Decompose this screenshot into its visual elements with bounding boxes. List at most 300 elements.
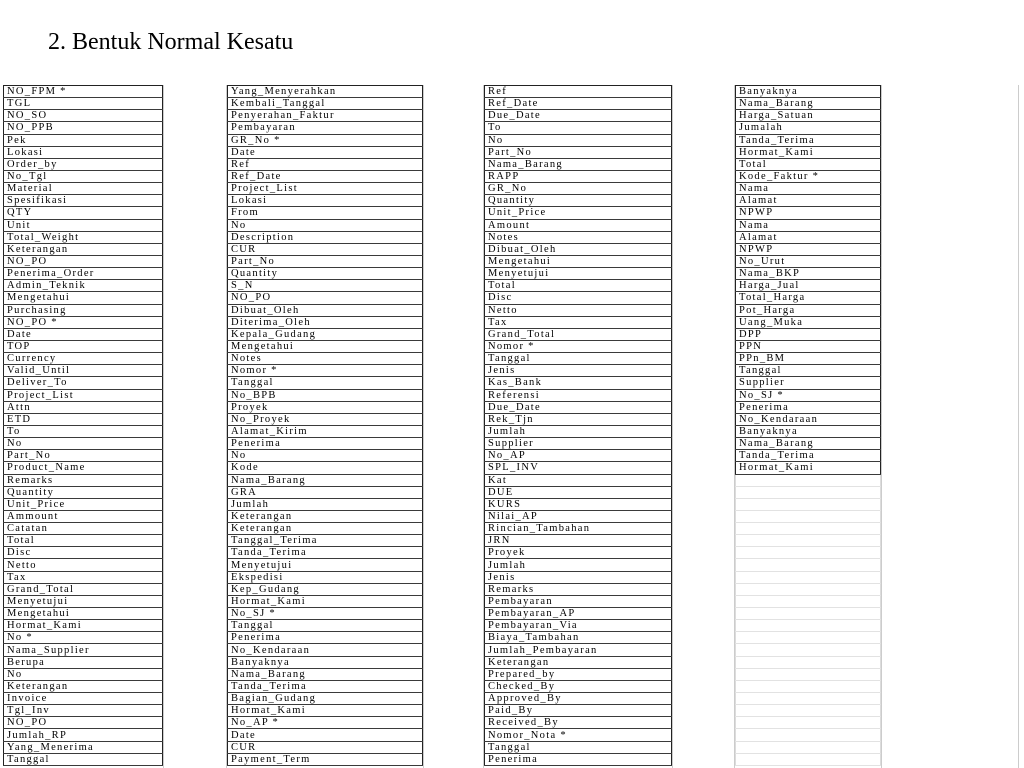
table-row — [736, 644, 881, 656]
attribute-cell: No — [4, 668, 163, 680]
table-row — [736, 450, 881, 462]
slide-title: 2. Bentuk Normal Kesatu — [48, 29, 294, 55]
table-row — [4, 134, 163, 146]
attribute-cell: No * — [4, 632, 163, 644]
table-row — [228, 243, 423, 255]
table-row — [228, 571, 423, 583]
attribute-cell: Currency — [4, 353, 163, 365]
attribute-cell: No — [4, 438, 163, 450]
attribute-cell: Tanggal — [485, 353, 672, 365]
table-row — [4, 304, 163, 316]
table-row — [736, 729, 881, 741]
table-row — [485, 474, 672, 486]
table-row — [485, 608, 672, 620]
table-row — [4, 595, 163, 607]
table-row — [485, 753, 672, 765]
table-row — [736, 268, 881, 280]
table-row — [228, 583, 423, 595]
attribute-cell: Menyetujui — [228, 559, 423, 571]
attribute-cell: Supplier — [485, 438, 672, 450]
table-row — [736, 280, 881, 292]
attribute-cell: No — [228, 450, 423, 462]
table-row — [228, 680, 423, 692]
attribute-cell: Nilai_AP — [485, 510, 672, 522]
table-row — [228, 195, 423, 207]
attribute-cell: NO_PO * — [4, 316, 163, 328]
table-row — [736, 316, 881, 328]
attribute-cell: Alamat — [736, 231, 881, 243]
attribute-cell: No_AP — [485, 450, 672, 462]
attribute-cell: Ammount — [4, 510, 163, 522]
attribute-cell: No_SJ * — [736, 389, 881, 401]
table-row — [4, 632, 163, 644]
attribute-cell: S_N — [228, 280, 423, 292]
table-row — [736, 377, 881, 389]
table-row — [485, 110, 672, 122]
empty-cell — [736, 632, 881, 644]
attribute-cell: Mengetahui — [4, 608, 163, 620]
table-row — [228, 207, 423, 219]
attribute-cell: Keterangan — [485, 656, 672, 668]
attribute-cell: Mengetahui — [4, 292, 163, 304]
table-row — [485, 255, 672, 267]
attribute-cell: TGL — [4, 98, 163, 110]
attribute-cell: GR_No — [485, 183, 672, 195]
table-row — [736, 620, 881, 632]
attribute-cell: Nama — [736, 183, 881, 195]
table-row — [4, 183, 163, 195]
attribute-cell: Deliver_To — [4, 377, 163, 389]
attribute-cell: Harga_Jual — [736, 280, 881, 292]
attribute-cell: Paid_By — [485, 705, 672, 717]
attribute-cell: Tax — [485, 316, 672, 328]
table-row — [228, 231, 423, 243]
empty-cell — [736, 486, 881, 498]
table-row — [4, 122, 163, 134]
attribute-cell: Due_Date — [485, 401, 672, 413]
table-row — [736, 170, 881, 182]
table-row — [736, 219, 881, 231]
table-row — [485, 401, 672, 413]
empty-cell — [736, 498, 881, 510]
table-row — [228, 389, 423, 401]
table-row — [4, 450, 163, 462]
table-row — [4, 316, 163, 328]
table-row — [228, 86, 423, 98]
empty-cell — [736, 608, 881, 620]
attribute-cell: Pembayaran — [228, 122, 423, 134]
table-row — [228, 559, 423, 571]
table-row — [228, 328, 423, 340]
table-row — [736, 753, 881, 765]
table-row — [228, 304, 423, 316]
table-row — [736, 474, 881, 486]
table-row — [228, 292, 423, 304]
attribute-cell: Banyaknya — [228, 656, 423, 668]
attribute-cell: SPL_INV — [485, 462, 672, 474]
table-row — [485, 280, 672, 292]
attribute-cell: Ref_Date — [485, 98, 672, 110]
empty-column — [672, 85, 735, 768]
table-row — [228, 693, 423, 705]
attribute-cell: Amount — [485, 219, 672, 231]
table-row — [4, 146, 163, 158]
table-row — [485, 559, 672, 571]
empty-cell — [736, 680, 881, 692]
table-row — [736, 340, 881, 352]
table-row — [4, 729, 163, 741]
attribute-cell: Menyetujui — [485, 268, 672, 280]
attribute-cell: Kembali_Tanggal — [228, 98, 423, 110]
table-row — [4, 486, 163, 498]
table-row — [228, 365, 423, 377]
table-row — [485, 98, 672, 110]
table-row — [736, 110, 881, 122]
table-row — [485, 195, 672, 207]
attribute-cell: Attn — [4, 401, 163, 413]
table-row — [485, 729, 672, 741]
empty-column — [423, 85, 484, 768]
table-row — [228, 717, 423, 729]
attribute-cell: Diterima_Oleh — [228, 316, 423, 328]
attribute-cell: Nomor * — [228, 365, 423, 377]
attribute-cell: Prepared_by — [485, 668, 672, 680]
table-row — [736, 486, 881, 498]
table-row — [4, 280, 163, 292]
table-row — [485, 365, 672, 377]
attribute-cell: Ekspedisi — [228, 571, 423, 583]
attribute-cell: Tax — [4, 571, 163, 583]
table-row — [736, 413, 881, 425]
table-row — [736, 523, 881, 535]
attribute-cell: TOP — [4, 340, 163, 352]
attribute-cell: Berupa — [4, 656, 163, 668]
table-row — [4, 741, 163, 753]
attribute-cell: NO_PO — [4, 255, 163, 267]
table-row — [4, 608, 163, 620]
empty-cell — [736, 668, 881, 680]
attribute-cell: GR_No * — [228, 134, 423, 146]
attribute-cell: NO_FPM * — [4, 86, 163, 98]
table-row — [485, 340, 672, 352]
empty-cell — [736, 693, 881, 705]
table-row — [736, 86, 881, 98]
attribute-cell: Unit_Price — [4, 498, 163, 510]
table-row — [4, 462, 163, 474]
table-row — [736, 535, 881, 547]
table-row — [4, 292, 163, 304]
attribute-cell: Biaya_Tambahan — [485, 632, 672, 644]
table-row — [736, 146, 881, 158]
table-row — [4, 656, 163, 668]
attribute-cell: Jumlah — [485, 425, 672, 437]
attribute-cell: Keterangan — [4, 243, 163, 255]
attribute-cell: Tanggal — [4, 753, 163, 765]
table-row — [228, 462, 423, 474]
attribute-cell: Total_Weight — [4, 231, 163, 243]
attribute-cell: Netto — [4, 559, 163, 571]
table-row — [485, 693, 672, 705]
table-row — [485, 316, 672, 328]
attribute-cell: Nomor * — [485, 340, 672, 352]
table-row — [4, 268, 163, 280]
empty-cell — [736, 571, 881, 583]
attribute-cell: Mengetahui — [485, 255, 672, 267]
table-row — [4, 389, 163, 401]
table-row — [736, 693, 881, 705]
table-row — [4, 510, 163, 522]
attribute-cell: Uang_Muka — [736, 316, 881, 328]
table-row — [485, 219, 672, 231]
attribute-column-4 — [735, 85, 881, 766]
attribute-cell: Yang_Menyerahkan — [228, 86, 423, 98]
table-row — [4, 644, 163, 656]
attribute-cell: Part_No — [228, 255, 423, 267]
table-row — [228, 340, 423, 352]
attribute-cell: Jumlah — [228, 498, 423, 510]
empty-cell — [736, 753, 881, 765]
table-row — [4, 86, 163, 98]
attribute-cell: Tanggal — [228, 377, 423, 389]
table-row — [736, 243, 881, 255]
table-row — [228, 280, 423, 292]
attribute-cell: No_Kendaraan — [736, 413, 881, 425]
table-row — [228, 547, 423, 559]
attribute-cell: Nama — [736, 219, 881, 231]
attribute-cell: PPN — [736, 340, 881, 352]
table-row — [485, 413, 672, 425]
attribute-cell: Date — [228, 729, 423, 741]
table-row — [4, 401, 163, 413]
table-row — [4, 231, 163, 243]
table-row — [228, 620, 423, 632]
attribute-cell: Tanggal — [736, 365, 881, 377]
attribute-cell: Ref — [228, 158, 423, 170]
attribute-cell: Order_by — [4, 158, 163, 170]
table-row — [228, 632, 423, 644]
table-row — [228, 158, 423, 170]
table-row — [736, 571, 881, 583]
attribute-cell: No_Kendaraan — [228, 644, 423, 656]
attribute-cell: Notes — [228, 353, 423, 365]
table-row — [736, 122, 881, 134]
table-row — [485, 583, 672, 595]
attribute-cell: NO_PPB — [4, 122, 163, 134]
attribute-cell: Dibuat_Oleh — [485, 243, 672, 255]
attribute-cell: Kep_Gudang — [228, 583, 423, 595]
attribute-cell: Material — [4, 183, 163, 195]
empty-cell — [736, 644, 881, 656]
attribute-cell: Unit_Price — [485, 207, 672, 219]
table-row — [485, 717, 672, 729]
attribute-cell: Pembayaran_AP — [485, 608, 672, 620]
attribute-cell: Payment_Term — [228, 753, 423, 765]
attribute-cell: Menyetujui — [4, 595, 163, 607]
attribute-cell: Disc — [485, 292, 672, 304]
attribute-cell: Proyek — [228, 401, 423, 413]
attribute-cell: Catatan — [4, 523, 163, 535]
table-row — [485, 450, 672, 462]
attribute-cell: Grand_Total — [4, 583, 163, 595]
attribute-cell: Checked_By — [485, 680, 672, 692]
attribute-cell: Penerima_Order — [4, 268, 163, 280]
table-row — [4, 340, 163, 352]
attribute-cell: To — [4, 425, 163, 437]
attribute-column-3 — [484, 85, 672, 766]
attribute-cell: Admin_Teknik — [4, 280, 163, 292]
table-row — [485, 231, 672, 243]
attribute-cell: No — [228, 219, 423, 231]
attribute-cell: Nomor_Nota * — [485, 729, 672, 741]
attribute-cell: NPWP — [736, 243, 881, 255]
table-row — [4, 753, 163, 765]
table-row — [228, 595, 423, 607]
table-row — [4, 583, 163, 595]
table-row — [4, 438, 163, 450]
table-row — [4, 377, 163, 389]
table-row — [736, 292, 881, 304]
table-row — [228, 523, 423, 535]
attribute-cell: Disc — [4, 547, 163, 559]
table-row — [4, 195, 163, 207]
attribute-table — [3, 85, 1021, 768]
attribute-cell: Quantity — [485, 195, 672, 207]
attribute-cell: Purchasing — [4, 304, 163, 316]
table-row — [4, 425, 163, 437]
attribute-cell: Valid_Until — [4, 365, 163, 377]
table-row — [736, 353, 881, 365]
table-row — [736, 98, 881, 110]
attribute-cell: Total — [485, 280, 672, 292]
table-row — [485, 644, 672, 656]
attribute-cell: DPP — [736, 328, 881, 340]
table-row — [4, 620, 163, 632]
attribute-cell: Keterangan — [228, 510, 423, 522]
attribute-cell: JRN — [485, 535, 672, 547]
attribute-cell: NPWP — [736, 207, 881, 219]
table-row — [485, 680, 672, 692]
table-row — [485, 741, 672, 753]
table-row — [228, 122, 423, 134]
attribute-cell: Quantity — [228, 268, 423, 280]
table-row — [228, 498, 423, 510]
table-row — [736, 680, 881, 692]
attribute-cell: Tanggal_Terima — [228, 535, 423, 547]
table-row — [736, 705, 881, 717]
attribute-cell: From — [228, 207, 423, 219]
empty-cell — [736, 705, 881, 717]
empty-cell — [736, 523, 881, 535]
empty-cell — [736, 656, 881, 668]
table-row — [4, 571, 163, 583]
table-row — [4, 98, 163, 110]
attribute-cell: Unit — [4, 219, 163, 231]
table-row — [4, 668, 163, 680]
attribute-cell: NO_PO — [4, 717, 163, 729]
attribute-cell: KURS — [485, 498, 672, 510]
table-row — [485, 304, 672, 316]
table-row — [228, 110, 423, 122]
table-row — [485, 158, 672, 170]
attribute-cell: Due_Date — [485, 110, 672, 122]
attribute-cell: No_Tgl — [4, 170, 163, 182]
attribute-cell: QTY — [4, 207, 163, 219]
attribute-cell: Grand_Total — [485, 328, 672, 340]
table-row — [228, 510, 423, 522]
attribute-cell: Remarks — [485, 583, 672, 595]
table-row — [4, 717, 163, 729]
attribute-cell: Penerima — [485, 753, 672, 765]
attribute-cell: Rincian_Tambahan — [485, 523, 672, 535]
attribute-cell: Nama_Barang — [228, 474, 423, 486]
attribute-cell: Keterangan — [4, 680, 163, 692]
table-row — [4, 255, 163, 267]
attribute-cell: Kode_Faktur * — [736, 170, 881, 182]
attribute-cell: Total_Harga — [736, 292, 881, 304]
attribute-cell: Jumlah_RP — [4, 729, 163, 741]
table-row — [736, 656, 881, 668]
attribute-cell: Pembayaran — [485, 595, 672, 607]
attribute-cell: Tanda_Terima — [736, 134, 881, 146]
attribute-cell: Product_Name — [4, 462, 163, 474]
attribute-cell: Jumlah_Pembayaran — [485, 644, 672, 656]
table-row — [736, 134, 881, 146]
attribute-cell: Netto — [485, 304, 672, 316]
attribute-cell: Tanggal — [485, 741, 672, 753]
table-row — [4, 559, 163, 571]
table-row — [736, 632, 881, 644]
attribute-cell: Yang_Menerima — [4, 741, 163, 753]
attribute-cell: Supplier — [736, 377, 881, 389]
attribute-cell: No — [485, 134, 672, 146]
table-row — [4, 110, 163, 122]
attribute-cell: No_SJ * — [228, 608, 423, 620]
attribute-cell: Pek — [4, 134, 163, 146]
attribute-cell: Hormat_Kami — [4, 620, 163, 632]
table-row — [4, 207, 163, 219]
attribute-cell: ETD — [4, 413, 163, 425]
table-row — [485, 134, 672, 146]
table-row — [4, 474, 163, 486]
attribute-cell: Hormat_Kami — [228, 705, 423, 717]
table-row — [736, 438, 881, 450]
table-row — [4, 547, 163, 559]
table-row — [228, 656, 423, 668]
table-row — [736, 231, 881, 243]
table-row — [485, 498, 672, 510]
table-row — [4, 523, 163, 535]
attribute-cell: Received_By — [485, 717, 672, 729]
empty-cell — [736, 741, 881, 753]
table-row — [228, 438, 423, 450]
table-row — [228, 486, 423, 498]
table-row — [485, 292, 672, 304]
table-row — [736, 498, 881, 510]
table-row — [485, 523, 672, 535]
empty-column — [163, 85, 227, 768]
attribute-cell: Kas_Bank — [485, 377, 672, 389]
attribute-cell: Jenis — [485, 571, 672, 583]
attribute-cell: Nama_Barang — [736, 438, 881, 450]
attribute-cell: Kode — [228, 462, 423, 474]
attribute-cell: Penerima — [228, 632, 423, 644]
attribute-cell: Banyaknya — [736, 425, 881, 437]
attribute-cell: Invoice — [4, 693, 163, 705]
table-row — [736, 195, 881, 207]
table-row — [736, 608, 881, 620]
attribute-cell: Hormat_Kami — [736, 146, 881, 158]
empty-cell — [736, 717, 881, 729]
